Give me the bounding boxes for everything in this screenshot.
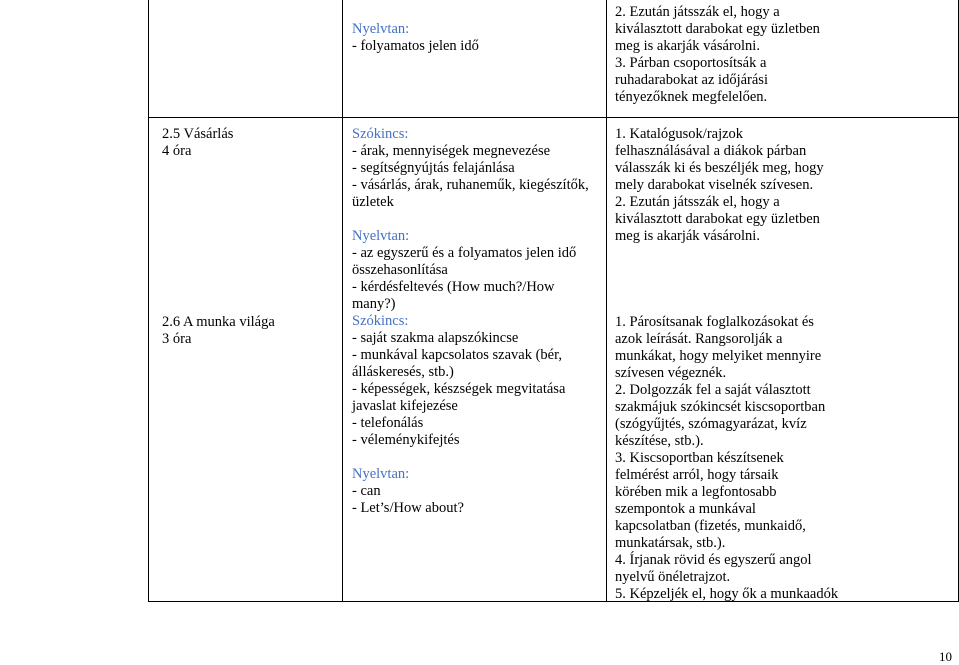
content-line: - az egyszerű és a folyamatos jelen idő bbox=[352, 245, 577, 261]
table-border-col3 bbox=[606, 0, 607, 602]
topic-title: 2.5 Vásárlás bbox=[162, 126, 234, 142]
activity-line: 3. Kiscsoportban készítsenek bbox=[615, 450, 784, 466]
content-line: - képességek, készségek megvitatása bbox=[352, 381, 566, 397]
activity-line: 4. Írjanak rövid és egyszerű angol bbox=[615, 552, 812, 568]
activity-line: 1. Katalógusok/rajzok bbox=[615, 126, 744, 142]
content-line: - can bbox=[352, 483, 381, 499]
language-cell bbox=[352, 21, 479, 55]
content-line: javaslat kifejezése bbox=[352, 398, 458, 414]
content-line: - telefonálás bbox=[352, 415, 424, 431]
activity-line: kiválasztott darabokat egy üzletben bbox=[615, 211, 820, 227]
content-line: - segítségnyújtás felajánlása bbox=[352, 160, 515, 176]
activity-line: azok leírását. Rangsorolják a bbox=[615, 331, 783, 347]
grammar-label: Nyelvtan: bbox=[352, 21, 410, 37]
topic-shopping bbox=[162, 126, 233, 160]
activity-line: nyelvű önéletrajzot. bbox=[615, 569, 731, 585]
activity-line: munkákat, hogy melyiket mennyire bbox=[615, 348, 822, 364]
activity-line: felmérést arról, hogy társaik bbox=[615, 467, 779, 483]
activities-work bbox=[615, 314, 838, 603]
activity-line: munkatársak, stb.). bbox=[615, 535, 726, 551]
topic-work bbox=[162, 314, 275, 348]
vocabulary-label: Szókincs: bbox=[352, 126, 409, 142]
content-line: - Let’s/How about? bbox=[352, 500, 464, 516]
topic-title: 2.6 A munka világa bbox=[162, 314, 275, 330]
activity-line: meg is akarják vásárolni. bbox=[615, 228, 760, 244]
topic-hours: 4 óra bbox=[162, 143, 192, 159]
content-cell bbox=[352, 126, 589, 517]
activity-line: körében mik a legfontosabb bbox=[615, 484, 777, 500]
activity-line: 2. Dolgozzák fel a saját választott bbox=[615, 382, 811, 398]
activity-line: felhasználásával a diákok párban bbox=[615, 143, 807, 159]
content-line: üzletek bbox=[352, 194, 394, 210]
grammar-label: Nyelvtan: bbox=[352, 466, 410, 482]
row-separator bbox=[148, 117, 959, 118]
activities-cell-top bbox=[615, 4, 820, 106]
content-line: összehasonlítása bbox=[352, 262, 448, 278]
activity-line: ruhadarabokat az időjárási bbox=[615, 72, 768, 88]
activity-line: meg is akarják vásárolni. bbox=[615, 38, 760, 54]
activity-line: kapcsolatban (fizetés, munkaidő, bbox=[615, 518, 806, 534]
activity-line: 5. Képzeljék el, hogy ők a munkaadók bbox=[615, 586, 839, 602]
activity-line: mely darabokat viselnék szívesen. bbox=[615, 177, 814, 193]
content-line: álláskeresés, stb.) bbox=[352, 364, 454, 380]
activity-line: 2. Ezután játsszák el, hogy a bbox=[615, 194, 780, 210]
activity-line: 3. Párban csoportosítsák a bbox=[615, 55, 767, 71]
activities-shopping bbox=[615, 126, 824, 245]
activity-line: szakmájuk szókincsét kiscsoportban bbox=[615, 399, 826, 415]
table-border-col2 bbox=[342, 0, 343, 602]
content-line: - vásárlás, árak, ruhaneműk, kiegészítők, bbox=[352, 177, 589, 193]
content-line: - kérdésfeltevés (How much?/How bbox=[352, 279, 555, 295]
content-line: - árak, mennyiségek megnevezése bbox=[352, 143, 551, 159]
activity-line: (szógyűjtés, szómagyarázat, kvíz bbox=[615, 416, 807, 432]
content-line: - saját szakma alapszókincse bbox=[352, 330, 519, 346]
grammar-item: - folyamatos jelen idő bbox=[352, 38, 479, 54]
activity-line: tényezőknek megfelelően. bbox=[615, 89, 768, 105]
activity-line: készítése, stb.). bbox=[615, 433, 704, 449]
topic-hours: 3 óra bbox=[162, 331, 192, 347]
activity-line: válasszák ki és beszéljék meg, hogy bbox=[615, 160, 824, 176]
activity-line: kiválasztott darabokat egy üzletben bbox=[615, 21, 820, 37]
content-line: - munkával kapcsolatos szavak (bér, bbox=[352, 347, 562, 363]
table-border-left bbox=[148, 0, 149, 602]
grammar-label: Nyelvtan: bbox=[352, 228, 410, 244]
content-line: many?) bbox=[352, 296, 396, 312]
activity-line: 2. Ezután játsszák el, hogy a bbox=[615, 4, 780, 20]
content-line: - véleménykifejtés bbox=[352, 432, 460, 448]
activity-line: 1. Párosítsanak foglalkozásokat és bbox=[615, 314, 814, 330]
page-number: 10 bbox=[939, 649, 952, 664]
activity-line: szívesen végeznék. bbox=[615, 365, 727, 381]
activity-line: szempontok a munkával bbox=[615, 501, 756, 517]
vocabulary-label: Szókincs: bbox=[352, 313, 409, 329]
